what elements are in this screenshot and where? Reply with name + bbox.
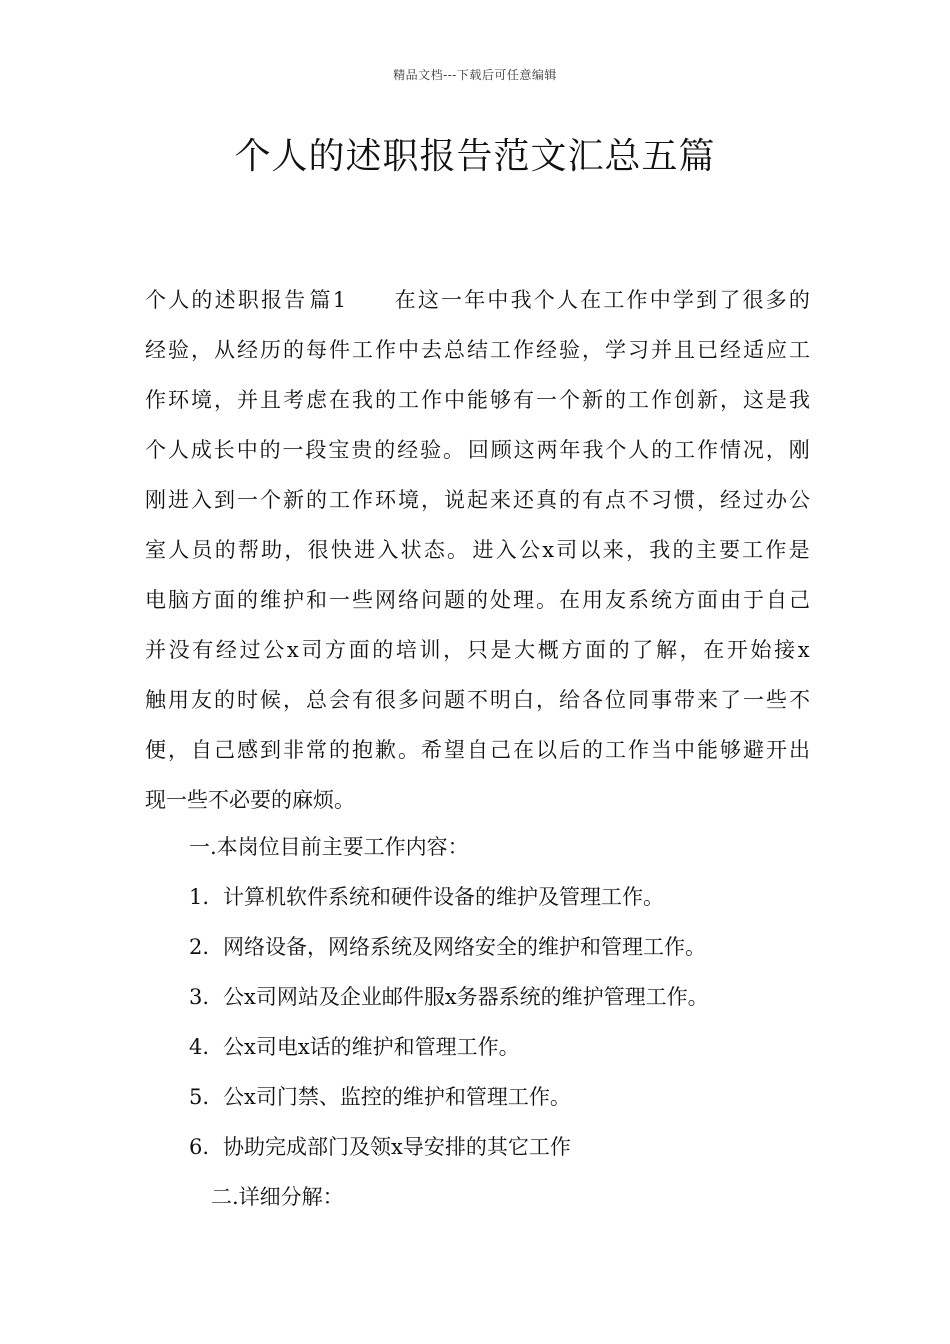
- section-one-heading: 一.本岗位目前主要工作内容：: [189, 835, 469, 859]
- paragraph-line: 触 用 友 的 时 候 ， 总 会 有 很 多 问 题 不 明 白 ， 给 各 位 同 事 带 来 了 一 些 不: [145, 688, 810, 712]
- document-title: 个人的述职报告范文汇总五篇: [234, 136, 716, 177]
- list-item-number: 1.: [189, 885, 210, 909]
- list-item-text: 计算机软件系统和硬件设备的维护及管理工作。: [223, 885, 664, 909]
- paragraph-line: 刚 进 入 到 一 个 新 的 工 作 环 境 ， 说 起 来 还 真 的 有 点 不 习 惯 ， 经 过 办 公: [145, 488, 810, 512]
- paragraph-line: 个 人 成 长 中 的 一 段 宝 贵 的 经 验 。 回 顾 这 两 年 我 个 人 的 工 作 情 况 ， 刚: [145, 438, 810, 462]
- work-content-section: [145, 830, 810, 1230]
- section-two-heading: 二.详细分解：: [211, 1185, 344, 1209]
- paragraph-line: 作 环 境 ， 并 且 考 虑 在 我 的 工 作 中 能 够 有 一 个 新 的 工 作 创 新 ， 这 是 我: [145, 388, 810, 412]
- list-item-text: 公x司门禁、监控的维护和管理工作。: [223, 1085, 571, 1109]
- list-item-number: 4.: [189, 1035, 210, 1059]
- list-item-number: 5.: [189, 1085, 210, 1109]
- list-item: [145, 880, 810, 930]
- list-item-number: 6.: [189, 1135, 210, 1159]
- paragraph-line: 电 脑 方 面 的 维 护 和 一 些 网 络 问 题 的 处 理 。 在 用 友 系 统 方 面 由 于 自 己: [145, 588, 810, 612]
- paragraph-line: 个 人 的 述 职 报 告 篇 1 在 这 一 年 中 我 个 人 在 工 作 中 学 到 了 很 多 的: [145, 288, 810, 312]
- body-paragraph: [145, 282, 810, 832]
- list-item: [145, 930, 810, 980]
- list-item: [145, 1080, 810, 1130]
- list-item-number: 3.: [189, 985, 210, 1009]
- list-item: [145, 1130, 810, 1180]
- paragraph-line: 室 人 员 的 帮 助 ， 很 快 进 入 状 态 。 进 入 公 x 司 以 来 ， 我 的 主 要 工 作 是: [145, 538, 810, 562]
- list-item: [145, 980, 810, 1030]
- list-item-text: 网络设备，网络系统及网络安全的维护和管理工作。: [223, 935, 706, 959]
- list-item-text: 公x司网站及企业邮件服x务器系统的维护管理工作。: [223, 985, 709, 1009]
- list-item: [145, 1030, 810, 1080]
- paragraph-line: 便 ， 自 己 感 到 非 常 的 抱 歉 。 希 望 自 己 在 以 后 的 工 作 当 中 能 够 避 开 出: [145, 738, 810, 762]
- paragraph-line: 现一些不必要的麻烦。: [145, 788, 355, 812]
- header-note: 精品文档---下载后可任意编辑: [393, 68, 557, 82]
- list-item-number: 2.: [189, 935, 210, 959]
- paragraph-line: 并 没 有 经 过 公 x 司 方 面 的 培 训 ， 只 是 大 概 方 面 的 了 解 ， 在 开 始 接 x: [145, 638, 810, 662]
- list-item-text: 公x司电x话的维护和管理工作。: [223, 1035, 520, 1059]
- paragraph-line: 经 验 ， 从 经 历 的 每 件 工 作 中 去 总 结 工 作 经 验 ， 学 习 并 且 已 经 适 应 工: [145, 338, 810, 362]
- list-item-text: 协助完成部门及领x导安排的其它工作: [223, 1135, 571, 1159]
